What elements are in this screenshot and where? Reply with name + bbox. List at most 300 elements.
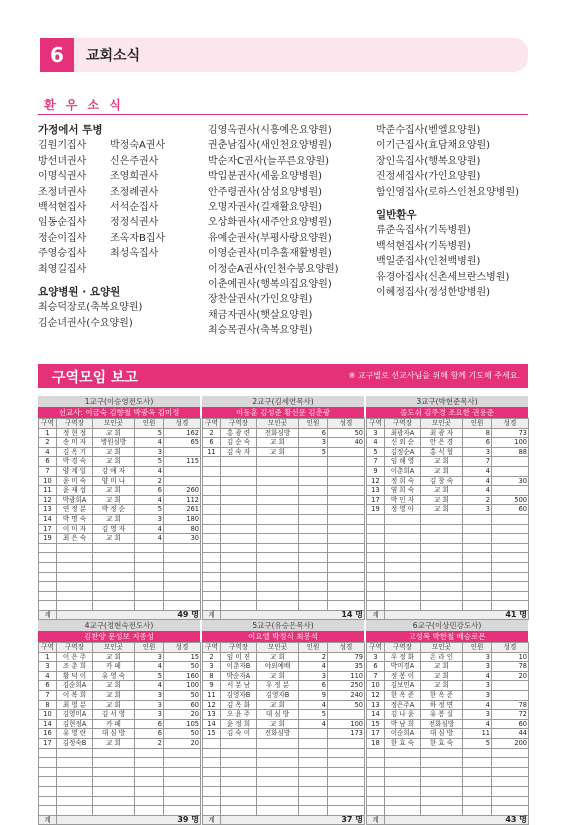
column-header: 인원 [299,419,328,429]
table-row [203,457,365,467]
table-cell [385,524,421,534]
table-cell [328,447,365,457]
page-title: 교회소식 [86,48,141,64]
patient-item: 이영순권사(미추홀재활병원) [208,248,332,260]
table-cell [221,738,257,748]
table-cell: 30 [164,534,201,544]
table-row [203,806,365,816]
table-cell: 50 [164,690,201,700]
table-row [203,719,365,729]
table-row [367,447,529,457]
table-cell [367,524,385,534]
table-cell: 윤 정 희 [221,719,257,729]
table-cell: 250 [328,681,365,691]
table-row [367,748,529,758]
table-cell: 교 회 [93,690,135,700]
table-cell [164,553,201,563]
table-cell: 대 심 방 [421,729,463,739]
table-cell [221,591,257,601]
table-cell: 조 춘 희 [57,662,93,672]
table-cell: 교 회 [257,671,299,681]
table-cell [492,457,529,467]
table-cell [203,543,221,553]
table-cell [367,758,385,768]
table-cell: 3 [299,438,328,448]
table-cell [93,553,135,563]
table-cell [463,591,492,601]
table-row [39,601,201,611]
table-cell [299,534,328,544]
table-cell [93,543,135,553]
table-cell: 14 [367,710,385,720]
table-cell: 홍 광 련 [221,428,257,438]
table-cell [221,572,257,582]
table-cell: 17 [39,524,57,534]
table-cell: 162 [164,428,201,438]
column-header: 성경 [328,643,365,653]
table-row [39,562,201,572]
table-cell [367,601,385,611]
table-cell: 3 [135,710,164,720]
table-cell [221,601,257,611]
table-cell: 4 [463,671,492,681]
table-cell: 유 영 란 [57,729,93,739]
table-cell: 한 효 숙 [385,738,421,748]
table-cell [328,710,365,720]
table-row [39,466,201,476]
table-cell [221,748,257,758]
table-cell: 박광희A [57,495,93,505]
district-block [38,396,200,620]
table-cell [299,748,328,758]
table-cell: 최 은 숙 [57,534,93,544]
table-row [39,543,201,553]
table-cell: 강 애 자 [93,466,135,476]
table-cell [203,466,221,476]
table-cell: 3 [463,447,492,457]
table-cell: 교 회 [421,457,463,467]
table-cell [328,562,365,572]
missionary-names: 선교사: 이금숙 김향철 박광옥 김미정 [38,407,200,418]
table-row [203,681,365,691]
column-header: 모인곳 [93,643,135,653]
table-cell [221,534,257,544]
table-cell: 20 [164,710,201,720]
table-row [203,524,365,534]
table-cell: 교 회 [257,719,299,729]
table-row [39,748,201,758]
table-cell: 안 은 경 [421,438,463,448]
table-cell [257,591,299,601]
table-cell [39,553,57,563]
table-cell [299,562,328,572]
table-cell: 최 광 자 [421,428,463,438]
table-row [203,514,365,524]
patient-item: 장인옥집사(행복요양원) [376,155,481,167]
table-row [367,582,529,592]
table-cell: 13 [39,505,57,515]
table-cell: 전화심방 [421,719,463,729]
table-cell [463,524,492,534]
table-cell: 김영자B [257,690,299,700]
column-header: 모인곳 [421,643,463,653]
table-cell [367,806,385,816]
table-cell [385,534,421,544]
table-cell [203,806,221,816]
table-cell [299,777,328,787]
table-cell: 20 [492,671,529,681]
table-cell [328,457,365,467]
patient-item: 조정녀권사 [38,186,87,198]
table-cell: 교 회 [421,486,463,496]
total-row [367,610,529,620]
table-cell [221,457,257,467]
patient-item: 박정숙A권사 [110,140,166,152]
table-cell: 정 영 아 [385,505,421,515]
table-row [203,690,365,700]
table-cell [203,796,221,806]
patient-item: 방선녀권사 [38,155,87,167]
right-list [376,123,531,200]
table-cell: 김순희A [57,681,93,691]
patient-item: 서석순집사 [110,202,159,214]
table-row [39,534,201,544]
table-cell [57,591,93,601]
patient-item: 백석현집사(기독병원) [376,240,471,252]
missionary-names: 김찬양 문성보 지종성 [38,631,200,642]
table-row [367,514,529,524]
table-row [203,572,365,582]
table-cell: 최광자A [385,428,421,438]
table-cell: 교 회 [93,428,135,438]
page-number: 6 [40,38,74,72]
table-cell [367,748,385,758]
table-cell [203,553,221,563]
table-cell: 김현정A [57,719,93,729]
table-cell [93,767,135,777]
patient-item: 정정식권사 [110,217,159,229]
table-cell: 4 [135,466,164,476]
table-cell: 5 [463,738,492,748]
table-row [39,758,201,768]
table-cell [367,796,385,806]
table-cell: 2 [299,652,328,662]
table-cell: 김 숙 이 [221,729,257,739]
table-cell [203,457,221,467]
patient-item: 김영옥권사(시흥예은요양원) [208,125,332,136]
table-cell: 대 심 방 [257,710,299,720]
table-cell [257,524,299,534]
table-cell [328,806,365,816]
table-cell [257,786,299,796]
table-cell [221,524,257,534]
table-cell: 김정순A [385,447,421,457]
patient-item: 최승목권사(축복요양원) [208,325,313,337]
table-cell: 4 [135,438,164,448]
table-cell [257,514,299,524]
total-label: 계 [203,815,221,825]
table-row [203,582,365,592]
patient-item: 안주령권사(삼성요양병원) [208,186,323,198]
table-cell [135,777,164,787]
table-cell: 10 [39,476,57,486]
table-cell [299,553,328,563]
district-block [366,620,528,825]
table-row [39,681,201,691]
table-cell [39,748,57,758]
table-row [367,438,529,448]
report-banner [38,364,528,388]
table-cell: 홍 식 협 [421,447,463,457]
table-cell [164,447,201,457]
table-cell: 김영미A [57,710,93,720]
column-header: 성경 [492,419,529,429]
table-row [367,553,529,563]
table-row [203,738,365,748]
table-cell: 교 회 [421,466,463,476]
table-cell [299,591,328,601]
table-cell [164,591,201,601]
table-cell [39,767,57,777]
table-cell: 김보민A [385,681,421,691]
table-row [39,777,201,787]
table-cell [257,553,299,563]
table-header [367,419,529,429]
table-cell [164,777,201,787]
table-header [203,643,365,653]
patient-item: 최성옥집사 [110,248,159,260]
table-cell: 교 회 [257,438,299,448]
table-cell: 김 순 숙 [221,438,257,448]
table-cell [135,543,164,553]
table-row [39,662,201,672]
table-cell: 65 [164,438,201,448]
column-header: 인원 [135,419,164,429]
table-cell [57,553,93,563]
table-cell [492,534,529,544]
patient-item: 오상화권사(새주안요양병원) [208,217,332,229]
table-cell: 정 희 숙 [385,476,421,486]
table-cell [328,572,365,582]
table-row [367,495,529,505]
table-cell: 전화심방 [257,729,299,739]
table-row [39,729,201,739]
table-cell [164,786,201,796]
table-cell [203,562,221,572]
table-cell [203,748,221,758]
table-cell [93,601,135,611]
nursing-heading: 요양병원 · 요양원 [38,286,121,299]
table-cell: 15 [203,729,221,739]
home-list-col2 [110,138,165,277]
table-cell: 카 페 [93,719,135,729]
table-cell [221,582,257,592]
patient-item: 조옥자B집사 [110,232,166,244]
table-cell [421,514,463,524]
table-cell [203,786,221,796]
table-cell [385,758,421,768]
table-cell: 100 [492,438,529,448]
table-cell [463,767,492,777]
table-cell: 13 [203,710,221,720]
table-row [203,562,365,572]
table-cell: 6 [299,428,328,438]
table-cell: 173 [328,729,365,739]
table-cell [367,562,385,572]
table-row [39,572,201,582]
table-cell: 78 [492,700,529,710]
table-cell [385,553,421,563]
table-cell: 교 회 [93,738,135,748]
table-cell [328,524,365,534]
table-cell [93,796,135,806]
table-cell: 카 페 [93,662,135,672]
table-cell [492,777,529,787]
patient-item: 함인영집사(로하스인천요양병원) [376,186,520,198]
patient-item: 최영길집사 [38,263,87,275]
table-cell [135,767,164,777]
patient-item: 백일준집사(인천백병원) [376,256,481,268]
table-cell: 교 회 [93,486,135,496]
table-cell: 김 숙 자 [221,447,257,457]
patient-item: 이기근집사(효담채요양원) [376,140,491,152]
patient-item: 백석현집사 [38,202,87,214]
table-cell: 50 [328,700,365,710]
column-header: 인원 [463,643,492,653]
table-row [367,466,529,476]
table-cell [492,553,529,563]
table-cell [221,495,257,505]
table-row [39,495,201,505]
table-cell: 200 [492,738,529,748]
table-cell [164,601,201,611]
patient-item: 이정순A권사(인천수봉요양원) [208,263,339,275]
table-cell: 9 [203,681,221,691]
report-table [202,418,365,620]
district-block [366,396,528,620]
table-cell: 6 [299,681,328,691]
table-row [203,729,365,739]
table-cell: 40 [328,438,365,448]
table-cell [463,572,492,582]
table-cell [203,476,221,486]
table-cell [299,806,328,816]
table-cell: 8 [463,428,492,438]
district-name: 2교구(김세연목사) [202,396,364,407]
table-cell: 교 회 [257,652,299,662]
table-cell [328,505,365,515]
table-row [367,796,529,806]
table-cell: 김영자B [221,690,257,700]
table-cell [257,466,299,476]
table-cell: 4 [135,681,164,691]
table-cell: 3 [463,690,492,700]
table-row [39,428,201,438]
table-cell: 병원심방 [93,438,135,448]
table-row [39,476,201,486]
table-cell [463,553,492,563]
table-cell: 12 [203,700,221,710]
table-cell: 4 [299,700,328,710]
table-cell: 김 서 영 [93,710,135,720]
table-cell [203,738,221,748]
table-cell [135,572,164,582]
table-cell [39,543,57,553]
table-cell: 5 [299,710,328,720]
table-cell [421,767,463,777]
table-cell: 7 [463,457,492,467]
table-cell [203,572,221,582]
table-cell: 5 [135,671,164,681]
table-row [367,777,529,787]
patient-item: 장찬살권사(가인요양원) [208,294,313,306]
table-cell [257,777,299,787]
total-label: 계 [39,815,57,825]
table-cell: 야외예배 [257,662,299,672]
table-row [367,524,529,534]
report-table [38,418,201,620]
table-cell [257,534,299,544]
table-cell: 3 [463,662,492,672]
table-cell [257,758,299,768]
table-cell [203,601,221,611]
table-cell: 3 [135,700,164,710]
table-cell: 김 옥 기 [57,447,93,457]
table-row [203,476,365,486]
table-cell [385,514,421,524]
column-header: 구역장 [221,419,257,429]
table-cell [203,505,221,515]
table-cell [257,495,299,505]
table-cell: 15 [367,719,385,729]
report-table [366,418,529,620]
table-cell [463,777,492,787]
table-cell [93,582,135,592]
table-row [203,505,365,515]
home-heading: 가정에서 투병 [38,124,103,136]
table-cell [421,524,463,534]
table-cell: 박 남 희 [385,719,421,729]
column-header: 성경 [164,643,201,653]
table-cell: 5 [299,447,328,457]
total-value: 43 명 [385,815,529,825]
table-row [39,690,201,700]
patient-item: 진정세집사(가인요양원) [376,171,481,183]
table-cell: 김정숙B [57,738,93,748]
table-cell: 16 [39,729,57,739]
table-cell [203,524,221,534]
table-row [367,562,529,572]
table-cell [93,562,135,572]
column-header: 구역장 [385,419,421,429]
table-cell: 서 분 남 [221,681,257,691]
patient-item: 조정례권사 [110,186,159,198]
total-label: 계 [367,610,385,620]
table-row [367,486,529,496]
table-cell: 염 희 숙 [385,486,421,496]
table-cell [367,582,385,592]
table-cell [135,806,164,816]
table-row [39,652,201,662]
table-cell: 교 회 [93,495,135,505]
table-row [39,671,201,681]
table-cell: 78 [492,662,529,672]
table-cell [492,786,529,796]
table-cell: 임 해 영 [385,457,421,467]
table-cell [39,777,57,787]
home-list-col1 [38,138,110,277]
missionary-names: 이요엘 박정식 최봉석 [202,631,364,642]
